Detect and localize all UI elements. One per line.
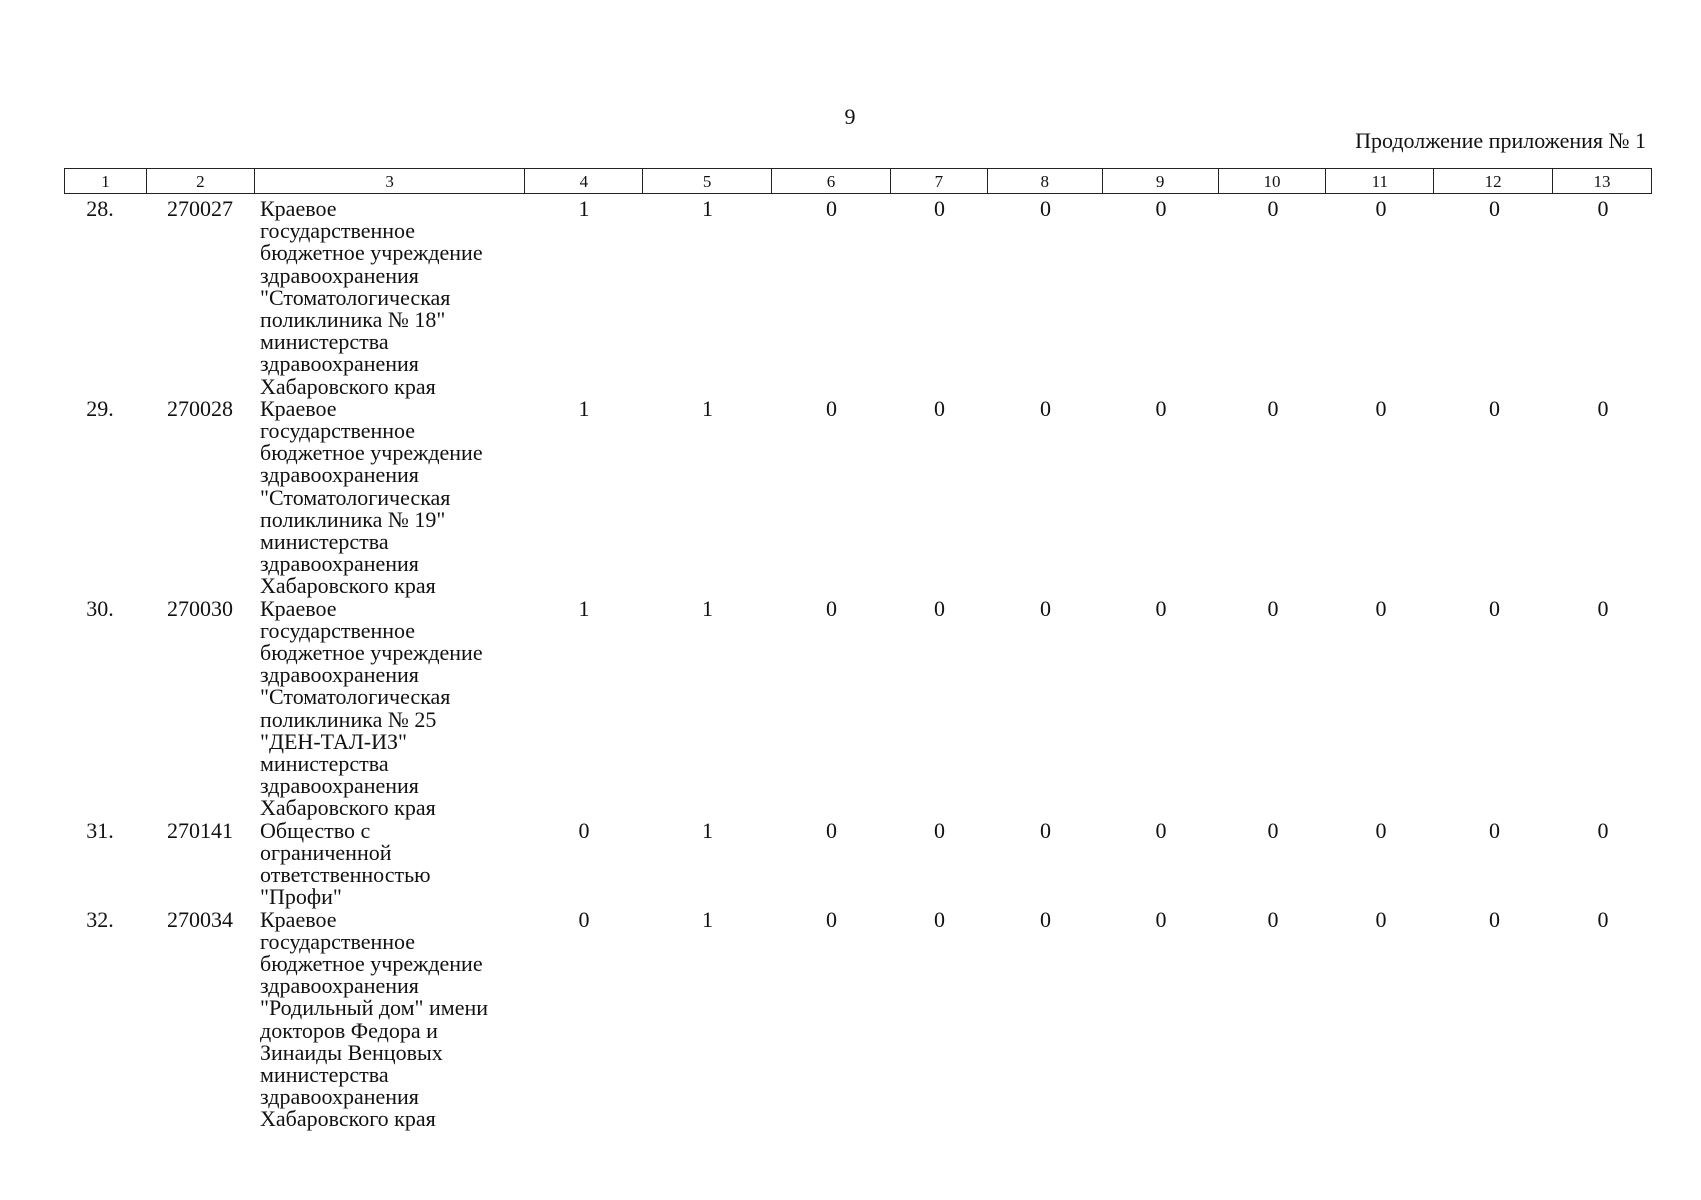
organization-name: Краевое государственное бюджетное учреждение здравоохранения "Стоматологическая поликлиника № 25 "ДЕН-ТАЛ-ИЗ" министерства здравоохранения Хабаровского края: [260, 595, 483, 821]
value-cell-col-10: 0: [1267, 817, 1279, 843]
value-cell-col-4: 1: [578, 395, 590, 421]
column-header-1: 1: [65, 169, 147, 193]
value-cell-col-4: 1: [578, 196, 590, 221]
value-cell-col-4: 0: [578, 817, 590, 843]
value-cell-col-10: 0: [1267, 906, 1279, 932]
table-row: [64, 395, 1652, 599]
value-cell-col-12: 0: [1489, 196, 1500, 221]
table-row: [64, 817, 1652, 910]
value-cell-col-10: 0: [1267, 196, 1279, 221]
column-header-8: 8: [988, 169, 1103, 193]
organization-name: Краевое государственное бюджетное учреждение здравоохранения "Стоматологическая поликлиника № 19" министерства здравоохранения Хабаровского края: [260, 395, 483, 599]
value-cell-col-11: 0: [1375, 817, 1387, 843]
row-number: 30.: [86, 595, 114, 621]
value-cell-col-8: 0: [1040, 906, 1051, 932]
value-cell-col-13: 0: [1597, 395, 1609, 421]
column-header-12: 12: [1434, 169, 1553, 193]
organization-name: Общество с ограниченной ответственностью "Профи": [260, 817, 431, 910]
value-cell-col-5: 1: [702, 196, 713, 221]
column-header-11: 11: [1326, 169, 1434, 193]
value-cell-col-5: 1: [702, 906, 713, 932]
value-cell-col-9: 0: [1155, 196, 1167, 221]
value-cell-col-11: 0: [1375, 395, 1387, 421]
organization-code: 270141: [167, 817, 233, 843]
value-cell-col-13: 0: [1597, 906, 1609, 932]
column-header-7: 7: [891, 169, 988, 193]
value-cell-col-12: 0: [1489, 817, 1500, 843]
organization-code: 270030: [167, 595, 233, 621]
value-cell-col-9: 0: [1155, 817, 1167, 843]
value-cell-col-7: 0: [934, 906, 945, 932]
value-cell-col-13: 0: [1597, 595, 1609, 621]
table-row: [64, 198, 1652, 398]
column-header-4: 4: [525, 169, 643, 193]
value-cell-col-8: 0: [1040, 196, 1051, 221]
column-header-9: 9: [1103, 169, 1219, 193]
value-cell-col-9: 0: [1155, 595, 1167, 621]
column-header-10: 10: [1219, 169, 1327, 193]
value-cell-col-6: 0: [826, 395, 837, 421]
value-cell-col-8: 0: [1040, 817, 1051, 843]
value-cell-col-4: 0: [578, 906, 590, 932]
value-cell-col-12: 0: [1489, 906, 1500, 932]
value-cell-col-10: 0: [1267, 595, 1279, 621]
value-cell-col-7: 0: [934, 817, 945, 843]
value-cell-col-13: 0: [1597, 817, 1609, 843]
column-header-6: 6: [772, 169, 891, 193]
continuation-label: Продолжение приложения № 1: [1355, 128, 1646, 153]
value-cell-col-12: 0: [1489, 395, 1500, 421]
organization-name: Краевое государственное бюджетное учреждение здравоохранения "Родильный дом" имени докторов Федора и Зинаиды Венцовых министерства здравоохранения Хабаровского края: [260, 906, 489, 1132]
value-cell-col-8: 0: [1040, 395, 1051, 421]
organization-name: Краевое государственное бюджетное учреждение здравоохранения "Стоматологическая поликлиника № 18" министерства здравоохранения Хабаровского края: [260, 196, 483, 399]
value-cell-col-6: 0: [826, 196, 837, 221]
value-cell-col-6: 0: [826, 906, 837, 932]
value-cell-col-7: 0: [934, 395, 945, 421]
value-cell-col-11: 0: [1375, 595, 1387, 621]
row-number: 32.: [86, 906, 114, 932]
table-row: [64, 595, 1652, 821]
value-cell-col-10: 0: [1267, 395, 1279, 421]
column-header-13: 13: [1593, 172, 1611, 191]
value-cell-col-5: 1: [702, 595, 713, 621]
value-cell-col-8: 0: [1040, 595, 1051, 621]
column-header-2: 2: [147, 169, 255, 193]
value-cell-col-11: 0: [1375, 196, 1387, 221]
value-cell-col-5: 1: [702, 817, 713, 843]
column-header-3: 3: [255, 169, 526, 193]
value-cell-col-9: 0: [1155, 906, 1167, 932]
value-cell-col-4: 1: [578, 595, 590, 621]
value-cell-col-11: 0: [1375, 906, 1387, 932]
organization-code: 270027: [167, 196, 233, 221]
row-number: 31.: [86, 817, 114, 843]
value-cell-col-6: 0: [826, 595, 837, 621]
value-cell-col-6: 0: [826, 817, 837, 843]
page-number: 9: [844, 104, 856, 129]
value-cell-col-7: 0: [934, 196, 945, 221]
organization-code: 270034: [167, 906, 233, 932]
organization-code: 270028: [167, 395, 233, 421]
value-cell-col-9: 0: [1155, 395, 1167, 421]
value-cell-col-13: 0: [1597, 196, 1609, 221]
row-number: 29.: [86, 395, 114, 421]
value-cell-col-7: 0: [934, 595, 945, 621]
value-cell-col-5: 1: [702, 395, 713, 421]
row-number: 28.: [86, 196, 114, 221]
column-header-5: 5: [643, 169, 772, 193]
table-row: [64, 906, 1652, 1132]
table-header-row: [64, 168, 1652, 194]
value-cell-col-12: 0: [1489, 595, 1500, 621]
table-body: [64, 198, 1652, 1131]
